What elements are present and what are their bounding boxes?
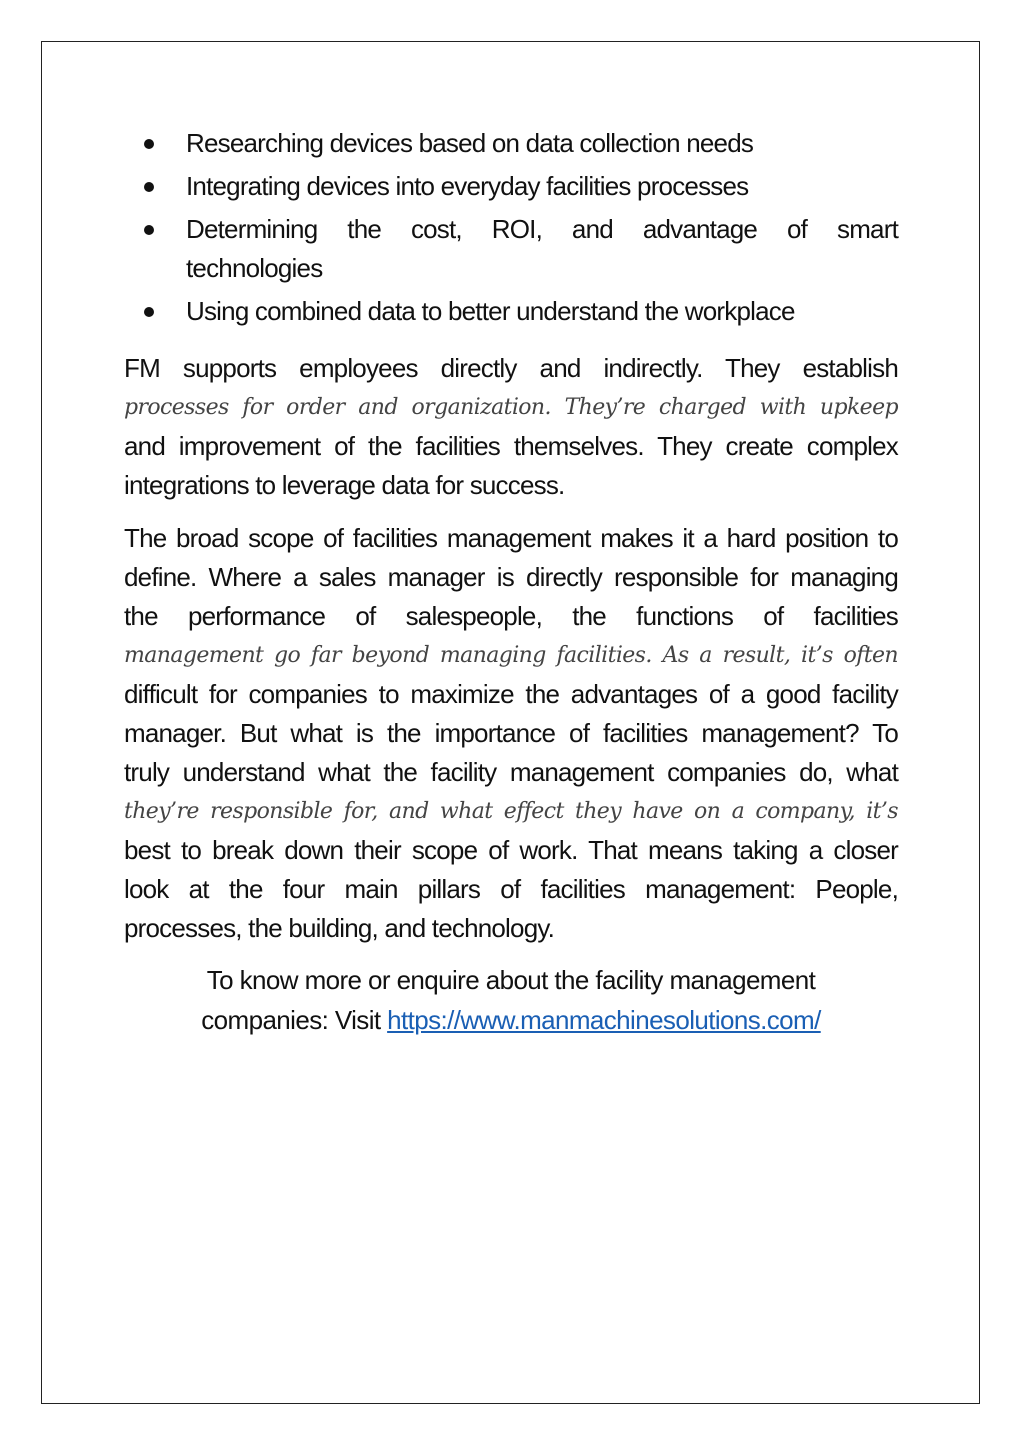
paragraph-line: they’re responsible for, and what effect they have on a company, it’s	[124, 799, 898, 824]
paragraph-line: the performance of salespeople, the functions of facilities	[124, 601, 898, 631]
list-item-text: Researching devices based on data collection needs	[186, 128, 754, 158]
list-item	[124, 167, 898, 206]
paragraph-line: The broad scope of facilities management makes it a hard position to	[124, 523, 898, 553]
paragraph-line: FM supports employees directly and indirectly. They establish	[124, 353, 898, 383]
paragraph-line: management go far beyond managing facilities. As a result, it’s often	[124, 643, 898, 668]
list-item	[124, 292, 898, 331]
paragraph-line: and improvement of the facilities themselves. They create complex	[124, 431, 898, 461]
cta-line: To know more or enquire about the facility management	[206, 965, 816, 995]
paragraph-fm-support	[124, 349, 898, 505]
document-content	[124, 124, 898, 1040]
paragraph-line: difficult for companies to maximize the advantages of a good facility	[124, 679, 898, 709]
cta-line	[124, 1000, 898, 1040]
website-link[interactable]: https://www.manmachinesolutions.com/	[387, 1005, 821, 1035]
paragraph-line: look at the four main pillars of facilities management: People,	[124, 874, 898, 904]
paragraph-line: best to break down their scope of work. That means taking a closer	[124, 835, 898, 865]
bullet-icon	[144, 182, 154, 192]
bullet-icon	[144, 225, 154, 235]
paragraph-broad-scope	[124, 519, 898, 948]
paragraph-line: manager. But what is the importance of facilities management? To	[124, 718, 898, 748]
paragraph-line: truly understand what the facility management companies do, what	[124, 757, 898, 787]
list-item-text: Using combined data to better understand the workplace	[186, 296, 795, 326]
paragraph-line: define. Where a sales manager is directly responsible for managing	[124, 562, 898, 592]
paragraph-line: processes, the building, and technology.	[124, 913, 555, 943]
list-item	[124, 124, 898, 163]
paragraph-line: integrations to leverage data for success.	[124, 470, 565, 500]
call-to-action	[124, 960, 898, 1040]
list-item-text: technologies	[186, 253, 323, 283]
bullet-icon	[144, 307, 154, 317]
list-item-text: Determining the cost, ROI, and advantage of smart	[186, 214, 898, 244]
bullet-list	[124, 124, 898, 331]
bullet-icon	[144, 139, 154, 149]
paragraph-line: processes for order and organization. They’re charged with upkeep	[124, 395, 898, 420]
list-item-text: Integrating devices into everyday facilities processes	[186, 171, 749, 201]
cta-prefix: companies: Visit	[201, 1005, 388, 1035]
list-item	[124, 210, 898, 288]
